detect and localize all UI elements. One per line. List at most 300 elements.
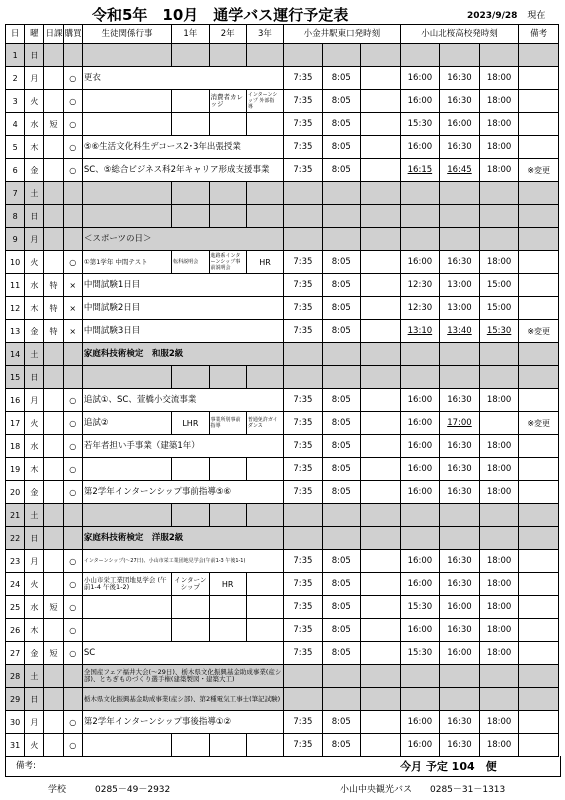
- event-cell: ⑤⑥生活文化科生デコース2･3年出張授業: [82, 136, 283, 159]
- koganei-time-cell: [361, 136, 401, 159]
- grade3-cell: [246, 619, 283, 642]
- koganei-time-cell: [284, 366, 322, 389]
- header-row: [6, 25, 559, 44]
- koganei-time-cell: [322, 688, 360, 711]
- koganei-time-cell: 7:35: [284, 274, 322, 297]
- school-time-cell: 16:30: [440, 251, 480, 274]
- koganei-time-cell: [284, 504, 322, 527]
- koganei-time-cell: [361, 343, 401, 366]
- event-cell: [82, 504, 171, 527]
- day-cell: 27: [6, 642, 25, 665]
- school-time-cell: 18:00: [479, 113, 519, 136]
- school-time-cell: 16:00: [400, 435, 440, 458]
- grade3-cell: HR: [246, 251, 283, 274]
- koganei-time-cell: [284, 527, 322, 550]
- school-time-cell: 15:00: [479, 274, 519, 297]
- outreach-label: インターンシップ 外部指導: [247, 92, 278, 110]
- event-cell: 中間試験1日目: [82, 274, 283, 297]
- table-row: [6, 688, 559, 711]
- grade2-cell: [209, 182, 246, 205]
- update-date: [467, 8, 545, 21]
- school-time-cell: [440, 665, 480, 688]
- schedule-cell: 特: [44, 274, 63, 297]
- day-cell: 28: [6, 665, 25, 688]
- koganei-time-cell: [322, 228, 360, 251]
- table-row: [6, 320, 559, 343]
- table-row: [6, 619, 559, 642]
- date-suffix: 現在: [527, 11, 546, 21]
- weekday-cell: 火: [25, 251, 44, 274]
- event-cell: [82, 458, 171, 481]
- school-time-cell: 16:30: [440, 619, 480, 642]
- koganei-time-cell: [322, 527, 360, 550]
- koganei-time-cell: [284, 343, 322, 366]
- shop-cell: ○: [63, 642, 82, 665]
- day-cell: 18: [6, 435, 25, 458]
- koganei-time-cell: [284, 182, 322, 205]
- shop-cell: [63, 504, 82, 527]
- school-time-cell: 16:00: [440, 642, 480, 665]
- table-row: [6, 412, 559, 435]
- col-header-shop: 購買: [63, 25, 82, 44]
- grade2-cell: 消費者カレッジ: [209, 90, 246, 113]
- note-cell: [519, 504, 559, 527]
- koganei-time-cell: 8:05: [322, 320, 360, 343]
- koganei-time-cell: [361, 67, 401, 90]
- school-time-cell: [479, 343, 519, 366]
- grade2-cell: [209, 44, 246, 67]
- schedule-cell: 特: [44, 297, 63, 320]
- table-row: [6, 297, 559, 320]
- koganei-time-cell: [361, 205, 401, 228]
- note-cell: [519, 711, 559, 734]
- shop-cell: [63, 527, 82, 550]
- koganei-time-cell: [322, 665, 360, 688]
- schedule-cell: [44, 343, 63, 366]
- monthly-trip-count: 今月 予定 104 便: [400, 760, 497, 773]
- event-cell: 追試①、SC、萱橋小交流事業: [82, 389, 283, 412]
- bus-company-label: 小山中央観光バス: [340, 785, 413, 795]
- shop-cell: ○: [63, 67, 82, 90]
- note-cell: [519, 67, 559, 90]
- shop-cell: ○: [63, 619, 82, 642]
- koganei-time-cell: [361, 297, 401, 320]
- school-time-cell: [479, 182, 519, 205]
- shop-cell: ○: [63, 481, 82, 504]
- event-cell: ①第1学年 中間テスト: [82, 251, 171, 274]
- koganei-time-cell: 8:05: [322, 596, 360, 619]
- school-time-cell: 13:00: [440, 274, 480, 297]
- grade2-cell: [209, 734, 246, 757]
- day-cell: 21: [6, 504, 25, 527]
- table-row: [6, 435, 559, 458]
- table-row: [6, 734, 559, 757]
- note-cell: [519, 136, 559, 159]
- shop-cell: ○: [63, 550, 82, 573]
- event-cell: 更衣: [82, 67, 283, 90]
- note-cell: [519, 366, 559, 389]
- school-time-cell: 16:45: [440, 159, 480, 182]
- table-row: [6, 527, 559, 550]
- koganei-time-cell: 7:35: [284, 389, 322, 412]
- table-row: [6, 665, 559, 688]
- school-time-cell: 16:00: [400, 251, 440, 274]
- koganei-time-cell: 7:35: [284, 458, 322, 481]
- grade1-cell: 転科説明会: [172, 251, 209, 274]
- note-cell: [519, 251, 559, 274]
- schedule-cell: [44, 205, 63, 228]
- koganei-time-cell: 7:35: [284, 320, 322, 343]
- weekday-cell: 日: [25, 527, 44, 550]
- koganei-time-cell: 7:35: [284, 573, 322, 596]
- weekday-cell: 日: [25, 688, 44, 711]
- koganei-time-cell: [284, 228, 322, 251]
- note-cell: ※変更: [519, 159, 559, 182]
- grade1-cell: インターンシップ: [172, 573, 209, 596]
- school-time-cell: 16:00: [400, 389, 440, 412]
- shop-cell: ○: [63, 573, 82, 596]
- day-cell: 5: [6, 136, 25, 159]
- koganei-time-cell: 8:05: [322, 136, 360, 159]
- table-row: [6, 136, 559, 159]
- note-cell: [519, 90, 559, 113]
- school-time-cell: 15:30: [400, 642, 440, 665]
- grade3-cell: [246, 504, 283, 527]
- koganei-time-cell: 7:35: [284, 412, 322, 435]
- weekday-cell: 木: [25, 297, 44, 320]
- school-time-cell: [479, 665, 519, 688]
- koganei-time-cell: 7:35: [284, 113, 322, 136]
- school-time-cell: 16:00: [440, 113, 480, 136]
- table-row: [6, 159, 559, 182]
- school-time-cell: 15:30: [479, 320, 519, 343]
- school-time-cell: 18:00: [479, 642, 519, 665]
- shop-cell: ○: [63, 136, 82, 159]
- koganei-time-cell: [361, 481, 401, 504]
- school-time-cell: [479, 688, 519, 711]
- event-cell: 家庭科技術検定 洋服2級: [82, 527, 283, 550]
- weekday-cell: 木: [25, 619, 44, 642]
- school-time-cell: 18:00: [479, 136, 519, 159]
- table-row: [6, 366, 559, 389]
- school-time-cell: 16:30: [440, 435, 480, 458]
- school-time-cell: [479, 366, 519, 389]
- koganei-time-cell: [361, 113, 401, 136]
- school-time-cell: 18:00: [479, 458, 519, 481]
- koganei-time-cell: [361, 504, 401, 527]
- grade1-cell: [172, 113, 209, 136]
- table-row: [6, 389, 559, 412]
- schedule-cell: [44, 527, 63, 550]
- schedule-cell: [44, 619, 63, 642]
- note-cell: [519, 389, 559, 412]
- note-cell: [519, 182, 559, 205]
- event-cell: 第2学年インターンシップ事後指導①②: [82, 711, 283, 734]
- grade1-cell: [172, 44, 209, 67]
- weekday-cell: 水: [25, 113, 44, 136]
- col-header-koganei: 小金井駅東口発時刻: [284, 25, 400, 44]
- event-cell: SC、⑤総合ビジネス科2年キャリア形成支援事業: [82, 159, 283, 182]
- koganei-time-cell: 8:05: [322, 435, 360, 458]
- grade1-cell: LHR: [172, 412, 209, 435]
- bus-schedule-table: [5, 24, 559, 757]
- school-time-cell: [440, 228, 480, 251]
- koganei-time-cell: [361, 688, 401, 711]
- school-time-cell: 15:30: [400, 596, 440, 619]
- koganei-time-cell: 7:35: [284, 435, 322, 458]
- koganei-time-cell: 8:05: [322, 412, 360, 435]
- note-cell: [519, 481, 559, 504]
- school-time-cell: 18:00: [479, 596, 519, 619]
- shop-cell: ○: [63, 159, 82, 182]
- event-cell: 全国産フェア福井大会(～29日)、栃木県文化振興基金助成事業(産シ部)、とちぎものづくり選手権(建築製図・建築大工): [82, 665, 283, 688]
- schedule-cell: 短: [44, 596, 63, 619]
- koganei-time-cell: 7:35: [284, 481, 322, 504]
- weekday-cell: 月: [25, 67, 44, 90]
- day-cell: 15: [6, 366, 25, 389]
- school-time-cell: [400, 688, 440, 711]
- school-time-cell: 18:00: [479, 251, 519, 274]
- koganei-time-cell: [361, 90, 401, 113]
- grade2-cell: HR: [209, 573, 246, 596]
- note-cell: [519, 113, 559, 136]
- school-time-cell: 18:00: [479, 389, 519, 412]
- school-time-cell: 18:00: [479, 481, 519, 504]
- school-time-cell: 16:00: [440, 596, 480, 619]
- koganei-time-cell: [322, 205, 360, 228]
- school-time-cell: 18:00: [479, 619, 519, 642]
- table-row: [6, 596, 559, 619]
- shop-cell: ○: [63, 711, 82, 734]
- grade2-cell: [209, 458, 246, 481]
- day-cell: 29: [6, 688, 25, 711]
- grade1-cell: [172, 205, 209, 228]
- table-row: [6, 205, 559, 228]
- day-cell: 19: [6, 458, 25, 481]
- koganei-time-cell: 7:35: [284, 297, 322, 320]
- school-tel: 0285－49－2932: [95, 785, 171, 795]
- grade3-cell: [246, 205, 283, 228]
- weekday-cell: 月: [25, 711, 44, 734]
- school-time-cell: 16:00: [400, 619, 440, 642]
- schedule-cell: [44, 159, 63, 182]
- shop-cell: [63, 688, 82, 711]
- school-time-cell: 13:10: [400, 320, 440, 343]
- koganei-time-cell: [361, 44, 401, 67]
- grade3-cell: [246, 182, 283, 205]
- koganei-time-cell: 7:35: [284, 711, 322, 734]
- event-cell: インターンシップ(～27日)、小山市栄工業団地見学会(午前1-3 午後1-1): [82, 550, 283, 573]
- weekday-cell: 金: [25, 642, 44, 665]
- page-title: 令和5年 10月 通学バス運行予定表: [92, 6, 349, 24]
- shop-cell: [63, 665, 82, 688]
- table-row: [6, 573, 559, 596]
- koganei-time-cell: [361, 274, 401, 297]
- table-row: [6, 343, 559, 366]
- school-time-cell: 18:00: [479, 90, 519, 113]
- shop-cell: ×: [63, 320, 82, 343]
- weekday-cell: 土: [25, 182, 44, 205]
- event-cell: 家庭科技術検定 和服2級: [82, 343, 283, 366]
- school-time-cell: 16:00: [400, 550, 440, 573]
- day-cell: 4: [6, 113, 25, 136]
- table-row: [6, 550, 559, 573]
- koganei-time-cell: 7:35: [284, 734, 322, 757]
- note-cell: ※変更: [519, 320, 559, 343]
- school-time-cell: [479, 44, 519, 67]
- koganei-time-cell: 7:35: [284, 251, 322, 274]
- day-cell: 3: [6, 90, 25, 113]
- school-time-cell: [400, 366, 440, 389]
- koganei-time-cell: 8:05: [322, 711, 360, 734]
- schedule-cell: [44, 573, 63, 596]
- grade1-cell: [172, 458, 209, 481]
- day-cell: 2: [6, 67, 25, 90]
- weekday-cell: 木: [25, 458, 44, 481]
- shop-cell: ○: [63, 251, 82, 274]
- weekday-cell: 土: [25, 343, 44, 366]
- koganei-time-cell: [361, 734, 401, 757]
- event-cell: 小山市栄工業団地見学会 (午前1-4 午後1-2): [82, 573, 171, 596]
- grade2-cell: [209, 366, 246, 389]
- day-cell: 17: [6, 412, 25, 435]
- koganei-time-cell: [361, 412, 401, 435]
- school-time-cell: 18:00: [479, 711, 519, 734]
- grade3-cell: [246, 596, 283, 619]
- school-time-cell: [400, 665, 440, 688]
- grade1-cell: [172, 504, 209, 527]
- event-cell: ＜スポーツの日＞: [82, 228, 283, 251]
- event-cell: 第2学年インターンシップ事前指導⑤⑥: [82, 481, 283, 504]
- note-cell: [519, 688, 559, 711]
- schedule-cell: [44, 412, 63, 435]
- table-row: [6, 182, 559, 205]
- note-cell: [519, 734, 559, 757]
- koganei-time-cell: 7:35: [284, 619, 322, 642]
- weekday-cell: 金: [25, 159, 44, 182]
- grade2-cell: [209, 504, 246, 527]
- school-time-cell: 16:00: [400, 573, 440, 596]
- weekday-cell: 水: [25, 274, 44, 297]
- day-cell: 8: [6, 205, 25, 228]
- koganei-time-cell: [361, 182, 401, 205]
- note-cell: [519, 274, 559, 297]
- koganei-time-cell: [322, 366, 360, 389]
- koganei-time-cell: 8:05: [322, 481, 360, 504]
- event-cell: [82, 596, 171, 619]
- koganei-time-cell: 8:05: [322, 297, 360, 320]
- weekday-cell: 日: [25, 366, 44, 389]
- school-time-cell: 15:00: [479, 297, 519, 320]
- weekday-cell: 火: [25, 734, 44, 757]
- school-time-cell: 16:30: [440, 90, 480, 113]
- shop-cell: [63, 182, 82, 205]
- grade3-cell: [246, 458, 283, 481]
- weekday-cell: 火: [25, 412, 44, 435]
- schedule-cell: [44, 550, 63, 573]
- school-time-cell: 15:30: [400, 113, 440, 136]
- schedule-cell: [44, 711, 63, 734]
- koganei-time-cell: [361, 389, 401, 412]
- col-header-school: 小山北桜高校発時刻: [400, 25, 519, 44]
- day-cell: 7: [6, 182, 25, 205]
- school-time-cell: [400, 44, 440, 67]
- koganei-time-cell: 8:05: [322, 619, 360, 642]
- koganei-time-cell: 8:05: [322, 90, 360, 113]
- event-cell: [82, 113, 171, 136]
- note-cell: [519, 573, 559, 596]
- koganei-time-cell: [322, 44, 360, 67]
- grade2-cell: 進路系インターンシップ事前説明会: [209, 251, 246, 274]
- school-time-cell: 18:00: [479, 734, 519, 757]
- schedule-cell: [44, 90, 63, 113]
- koganei-time-cell: 8:05: [322, 734, 360, 757]
- koganei-time-cell: 7:35: [284, 90, 322, 113]
- grade3-cell: [246, 113, 283, 136]
- school-time-cell: 16:30: [440, 573, 480, 596]
- note-cell: [519, 550, 559, 573]
- event-cell: [82, 182, 171, 205]
- event-cell: 中間試験3日目: [82, 320, 283, 343]
- shop-cell: [63, 366, 82, 389]
- day-cell: 11: [6, 274, 25, 297]
- koganei-time-cell: 8:05: [322, 458, 360, 481]
- school-time-cell: [400, 182, 440, 205]
- day-cell: 1: [6, 44, 25, 67]
- koganei-time-cell: [284, 688, 322, 711]
- school-time-cell: 16:30: [440, 458, 480, 481]
- col-header-day: 日: [6, 25, 25, 44]
- grade2-cell: [209, 596, 246, 619]
- school-time-cell: 16:00: [400, 90, 440, 113]
- schedule-cell: [44, 734, 63, 757]
- school-time-cell: 18:00: [479, 67, 519, 90]
- table-row: [6, 228, 559, 251]
- school-time-cell: 12:30: [400, 297, 440, 320]
- day-cell: 10: [6, 251, 25, 274]
- table-row: [6, 251, 559, 274]
- event-cell: [82, 44, 171, 67]
- day-cell: 9: [6, 228, 25, 251]
- school-time-cell: [440, 527, 480, 550]
- col-header-weekday: 曜: [25, 25, 44, 44]
- schedule-cell: [44, 688, 63, 711]
- footer-note-row: [5, 756, 561, 777]
- schedule-cell: [44, 251, 63, 274]
- note-cell: [519, 642, 559, 665]
- table-row: [6, 274, 559, 297]
- schedule-cell: [44, 136, 63, 159]
- school-time-cell: [440, 343, 480, 366]
- event-cell: [82, 205, 171, 228]
- grade1-cell: [172, 90, 209, 113]
- school-time-cell: [479, 504, 519, 527]
- school-time-cell: [400, 343, 440, 366]
- schedule-cell: [44, 182, 63, 205]
- koganei-time-cell: 8:05: [322, 274, 360, 297]
- school-time-cell: 16:30: [440, 734, 480, 757]
- grade2-cell: [209, 205, 246, 228]
- koganei-time-cell: 8:05: [322, 113, 360, 136]
- koganei-time-cell: [361, 251, 401, 274]
- weekday-cell: 土: [25, 665, 44, 688]
- koganei-time-cell: [361, 435, 401, 458]
- day-cell: 26: [6, 619, 25, 642]
- school-time-cell: 12:30: [400, 274, 440, 297]
- day-cell: 20: [6, 481, 25, 504]
- school-time-cell: [440, 366, 480, 389]
- day-cell: 13: [6, 320, 25, 343]
